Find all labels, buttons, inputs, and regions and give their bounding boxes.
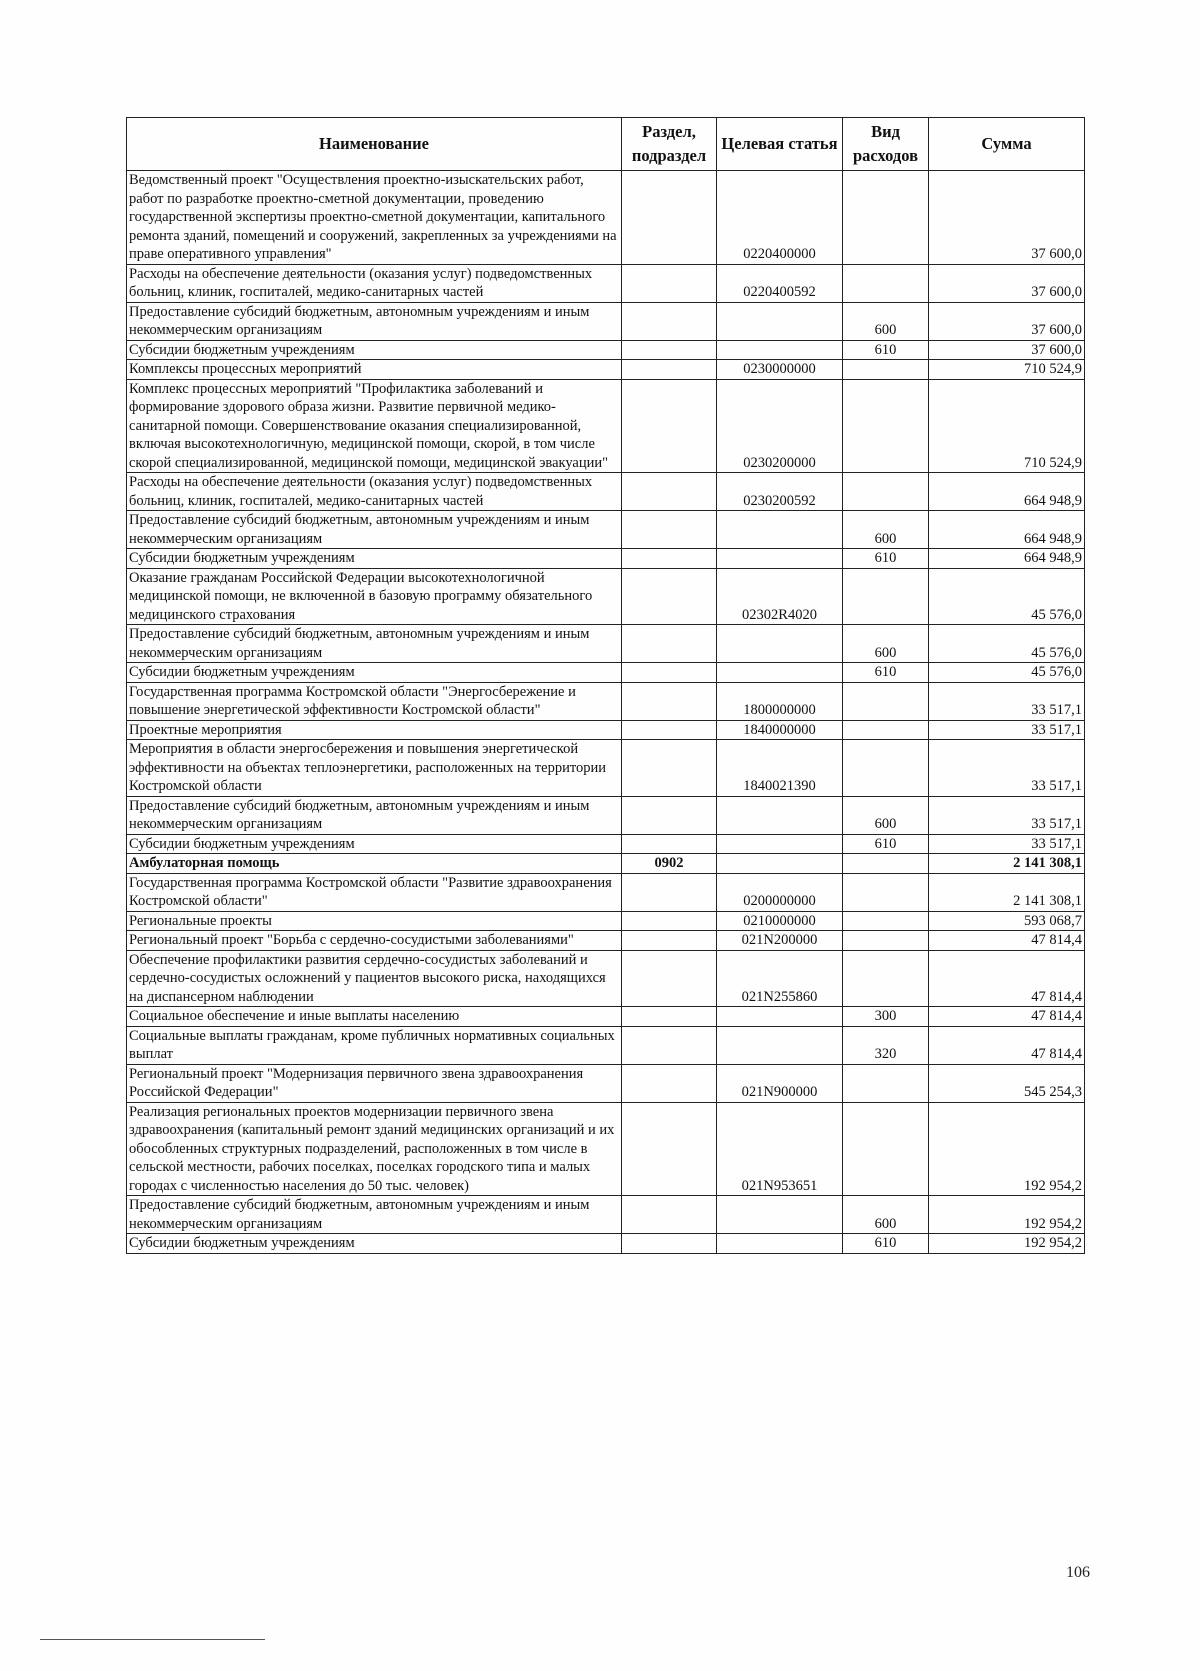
cell-section bbox=[622, 625, 717, 663]
cell-name: Государственная программа Костромской области "Развитие здравоохранения Костромской области" bbox=[127, 873, 622, 911]
cell-target: 02302R4020 bbox=[717, 568, 843, 625]
table-row bbox=[127, 302, 1085, 340]
cell-section bbox=[622, 1102, 717, 1196]
table-row bbox=[127, 796, 1085, 834]
cell-target: 0200000000 bbox=[717, 873, 843, 911]
cell-expense-type: 600 bbox=[843, 1196, 929, 1234]
cell-amount: 47 814,4 bbox=[929, 931, 1085, 951]
table-row bbox=[127, 854, 1085, 874]
cell-section bbox=[622, 911, 717, 931]
cell-target bbox=[717, 302, 843, 340]
table-row bbox=[127, 1026, 1085, 1064]
table-row bbox=[127, 264, 1085, 302]
cell-section bbox=[622, 360, 717, 380]
cell-target: 0210000000 bbox=[717, 911, 843, 931]
table-row bbox=[127, 360, 1085, 380]
cell-amount: 47 814,4 bbox=[929, 1007, 1085, 1027]
header-name: Наименование bbox=[127, 118, 622, 171]
cell-amount: 192 954,2 bbox=[929, 1196, 1085, 1234]
cell-section bbox=[622, 568, 717, 625]
cell-amount: 664 948,9 bbox=[929, 549, 1085, 569]
cell-amount: 192 954,2 bbox=[929, 1102, 1085, 1196]
cell-expense-type bbox=[843, 473, 929, 511]
cell-expense-type: 300 bbox=[843, 1007, 929, 1027]
table-row bbox=[127, 740, 1085, 797]
cell-expense-type bbox=[843, 740, 929, 797]
cell-amount: 45 576,0 bbox=[929, 663, 1085, 683]
cell-name: Предоставление субсидий бюджетным, автономным учреждениям и иным некоммерческим организациям bbox=[127, 302, 622, 340]
header-target: Целевая статья bbox=[717, 118, 843, 171]
cell-expense-type bbox=[843, 1102, 929, 1196]
header-section: Раздел, подраздел bbox=[622, 118, 717, 171]
table-row bbox=[127, 511, 1085, 549]
table-row bbox=[127, 1102, 1085, 1196]
table-row bbox=[127, 340, 1085, 360]
cell-expense-type: 610 bbox=[843, 1234, 929, 1254]
cell-name: Расходы на обеспечение деятельности (оказания услуг) подведомственных больниц, клиник, госпиталей, медико-санитарных частей bbox=[127, 264, 622, 302]
cell-expense-type: 610 bbox=[843, 663, 929, 683]
cell-target bbox=[717, 663, 843, 683]
cell-name: Оказание гражданам Российской Федерации высокотехнологичной медицинской помощи, не включенной в базовую программу обязательного медицинского страхования bbox=[127, 568, 622, 625]
cell-section bbox=[622, 931, 717, 951]
cell-target bbox=[717, 1196, 843, 1234]
cell-target: 021N255860 bbox=[717, 950, 843, 1007]
cell-expense-type: 600 bbox=[843, 625, 929, 663]
table-row bbox=[127, 834, 1085, 854]
cell-expense-type: 600 bbox=[843, 511, 929, 549]
cell-name: Субсидии бюджетным учреждениям bbox=[127, 834, 622, 854]
cell-section: 0902 bbox=[622, 854, 717, 874]
cell-amount: 710 524,9 bbox=[929, 360, 1085, 380]
table-row bbox=[127, 379, 1085, 473]
table-row bbox=[127, 950, 1085, 1007]
cell-name: Предоставление субсидий бюджетным, автономным учреждениям и иным некоммерческим организациям bbox=[127, 511, 622, 549]
cell-amount: 664 948,9 bbox=[929, 511, 1085, 549]
table-row bbox=[127, 1007, 1085, 1027]
cell-target bbox=[717, 1007, 843, 1027]
cell-section bbox=[622, 379, 717, 473]
cell-name: Социальное обеспечение и иные выплаты населению bbox=[127, 1007, 622, 1027]
cell-section bbox=[622, 950, 717, 1007]
cell-amount: 710 524,9 bbox=[929, 379, 1085, 473]
cell-section bbox=[622, 1007, 717, 1027]
cell-target bbox=[717, 834, 843, 854]
cell-section bbox=[622, 682, 717, 720]
cell-target: 021N953651 bbox=[717, 1102, 843, 1196]
cell-target: 0230200000 bbox=[717, 379, 843, 473]
cell-section bbox=[622, 549, 717, 569]
table-row bbox=[127, 171, 1085, 265]
cell-name: Региональные проекты bbox=[127, 911, 622, 931]
cell-name: Предоставление субсидий бюджетным, автономным учреждениям и иным некоммерческим организациям bbox=[127, 796, 622, 834]
cell-expense-type: 600 bbox=[843, 302, 929, 340]
cell-amount: 33 517,1 bbox=[929, 720, 1085, 740]
cell-expense-type: 610 bbox=[843, 549, 929, 569]
cell-name: Субсидии бюджетным учреждениям bbox=[127, 549, 622, 569]
page-number: 106 bbox=[1066, 1564, 1090, 1581]
cell-section bbox=[622, 340, 717, 360]
cell-target: 021N900000 bbox=[717, 1064, 843, 1102]
table-row bbox=[127, 568, 1085, 625]
table-row bbox=[127, 625, 1085, 663]
cell-amount: 47 814,4 bbox=[929, 950, 1085, 1007]
cell-name: Предоставление субсидий бюджетным, автономным учреждениям и иным некоммерческим организациям bbox=[127, 1196, 622, 1234]
cell-target bbox=[717, 549, 843, 569]
cell-name: Социальные выплаты гражданам, кроме публичных нормативных социальных выплат bbox=[127, 1026, 622, 1064]
cell-target bbox=[717, 625, 843, 663]
cell-section bbox=[622, 720, 717, 740]
table-row bbox=[127, 1196, 1085, 1234]
cell-amount: 192 954,2 bbox=[929, 1234, 1085, 1254]
cell-target bbox=[717, 340, 843, 360]
cell-amount: 47 814,4 bbox=[929, 1026, 1085, 1064]
cell-expense-type: 600 bbox=[843, 796, 929, 834]
table-row bbox=[127, 1064, 1085, 1102]
header-amount: Сумма bbox=[929, 118, 1085, 171]
table-row bbox=[127, 682, 1085, 720]
cell-target: 0230000000 bbox=[717, 360, 843, 380]
table-row bbox=[127, 663, 1085, 683]
cell-section bbox=[622, 873, 717, 911]
table-row bbox=[127, 931, 1085, 951]
cell-section bbox=[622, 1064, 717, 1102]
cell-name: Предоставление субсидий бюджетным, автономным учреждениям и иным некоммерческим организациям bbox=[127, 625, 622, 663]
cell-expense-type bbox=[843, 873, 929, 911]
cell-expense-type bbox=[843, 171, 929, 265]
cell-amount: 33 517,1 bbox=[929, 682, 1085, 720]
cell-section bbox=[622, 171, 717, 265]
cell-expense-type bbox=[843, 1064, 929, 1102]
cell-section bbox=[622, 1026, 717, 1064]
cell-amount: 33 517,1 bbox=[929, 740, 1085, 797]
cell-expense-type bbox=[843, 720, 929, 740]
table-row bbox=[127, 1234, 1085, 1254]
cell-name: Расходы на обеспечение деятельности (оказания услуг) подведомственных больниц, клиник, госпиталей, медико-санитарных частей bbox=[127, 473, 622, 511]
cell-amount: 33 517,1 bbox=[929, 834, 1085, 854]
cell-target: 021N200000 bbox=[717, 931, 843, 951]
cell-expense-type bbox=[843, 950, 929, 1007]
cell-target: 0220400000 bbox=[717, 171, 843, 265]
cell-name: Государственная программа Костромской области "Энергосбережение и повышение энергетической эффективности Костромской области" bbox=[127, 682, 622, 720]
cell-amount: 45 576,0 bbox=[929, 625, 1085, 663]
cell-expense-type bbox=[843, 360, 929, 380]
cell-target bbox=[717, 796, 843, 834]
cell-target bbox=[717, 511, 843, 549]
cell-expense-type bbox=[843, 682, 929, 720]
cell-section bbox=[622, 663, 717, 683]
cell-section bbox=[622, 511, 717, 549]
cell-target: 1840000000 bbox=[717, 720, 843, 740]
header-expense-type: Вид расходов bbox=[843, 118, 929, 171]
cell-name: Комплексы процессных мероприятий bbox=[127, 360, 622, 380]
cell-name: Мероприятия в области энергосбережения и повышения энергетической эффективности на объектах теплоэнергетики, расположенных на территории Костромской области bbox=[127, 740, 622, 797]
table-row bbox=[127, 873, 1085, 911]
table-row bbox=[127, 549, 1085, 569]
cell-name: Проектные мероприятия bbox=[127, 720, 622, 740]
cell-expense-type bbox=[843, 568, 929, 625]
table-row bbox=[127, 473, 1085, 511]
cell-amount: 664 948,9 bbox=[929, 473, 1085, 511]
cell-amount: 37 600,0 bbox=[929, 264, 1085, 302]
cell-expense-type bbox=[843, 379, 929, 473]
footnote-divider bbox=[40, 1639, 265, 1640]
cell-name: Субсидии бюджетным учреждениям bbox=[127, 340, 622, 360]
cell-expense-type: 610 bbox=[843, 340, 929, 360]
cell-name: Региональный проект "Борьба с сердечно-сосудистыми заболеваниями" bbox=[127, 931, 622, 951]
cell-amount: 33 517,1 bbox=[929, 796, 1085, 834]
cell-name: Комплекс процессных мероприятий "Профилактика заболеваний и формирование здорового образа жизни. Развитие первичной медико-санитарной помощи. Совершенствование оказания специализированной, включая высокотехнологичную, медицинской помощи, скорой, в том числе скорой специализированной, медицинской помощи, медицинской эвакуации" bbox=[127, 379, 622, 473]
cell-amount: 37 600,0 bbox=[929, 302, 1085, 340]
cell-section bbox=[622, 834, 717, 854]
cell-name: Субсидии бюджетным учреждениям bbox=[127, 663, 622, 683]
cell-target: 1840021390 bbox=[717, 740, 843, 797]
cell-section bbox=[622, 1234, 717, 1254]
cell-target: 0230200592 bbox=[717, 473, 843, 511]
cell-amount: 45 576,0 bbox=[929, 568, 1085, 625]
cell-section bbox=[622, 302, 717, 340]
cell-name: Субсидии бюджетным учреждениям bbox=[127, 1234, 622, 1254]
cell-target bbox=[717, 1026, 843, 1064]
cell-expense-type: 610 bbox=[843, 834, 929, 854]
cell-amount: 593 068,7 bbox=[929, 911, 1085, 931]
cell-section bbox=[622, 1196, 717, 1234]
cell-target bbox=[717, 1234, 843, 1254]
table-body bbox=[127, 171, 1085, 1254]
cell-amount: 37 600,0 bbox=[929, 171, 1085, 265]
cell-section bbox=[622, 473, 717, 511]
cell-amount: 2 141 308,1 bbox=[929, 873, 1085, 911]
cell-target bbox=[717, 854, 843, 874]
cell-name: Региональный проект "Модернизация первичного звена здравоохранения Российской Федерации" bbox=[127, 1064, 622, 1102]
cell-expense-type bbox=[843, 911, 929, 931]
cell-expense-type bbox=[843, 854, 929, 874]
table-row bbox=[127, 911, 1085, 931]
cell-name: Обеспечение профилактики развития сердечно-сосудистых заболеваний и сердечно-сосудистых осложнений у пациентов высокого риска, находящихся на диспансерном наблюдении bbox=[127, 950, 622, 1007]
table-header-row bbox=[127, 118, 1085, 171]
cell-name: Амбулаторная помощь bbox=[127, 854, 622, 874]
cell-target: 1800000000 bbox=[717, 682, 843, 720]
cell-name: Ведомственный проект "Осуществления проектно-изыскательских работ, работ по разработке проектно-сметной документации, проведению государственной экспертизы проектно-сметной документации, капитального ремонта зданий, помещений и сооружений, закрепленных за учреждениями на праве оперативного управления" bbox=[127, 171, 622, 265]
cell-name: Реализация региональных проектов модернизации первичного звена здравоохранения (капитальный ремонт зданий медицинских организаций и их обособленных структурных подразделений, расположенных в том числе в сельской местности, рабочих поселках, поселках городского типа и малых городах с численностью населения до 50 тыс. человек) bbox=[127, 1102, 622, 1196]
cell-section bbox=[622, 264, 717, 302]
cell-amount: 37 600,0 bbox=[929, 340, 1085, 360]
budget-table bbox=[126, 117, 1085, 1254]
cell-section bbox=[622, 796, 717, 834]
cell-section bbox=[622, 740, 717, 797]
table-row bbox=[127, 720, 1085, 740]
cell-expense-type bbox=[843, 931, 929, 951]
cell-target: 0220400592 bbox=[717, 264, 843, 302]
cell-expense-type bbox=[843, 264, 929, 302]
cell-amount: 545 254,3 bbox=[929, 1064, 1085, 1102]
cell-amount: 2 141 308,1 bbox=[929, 854, 1085, 874]
cell-expense-type: 320 bbox=[843, 1026, 929, 1064]
